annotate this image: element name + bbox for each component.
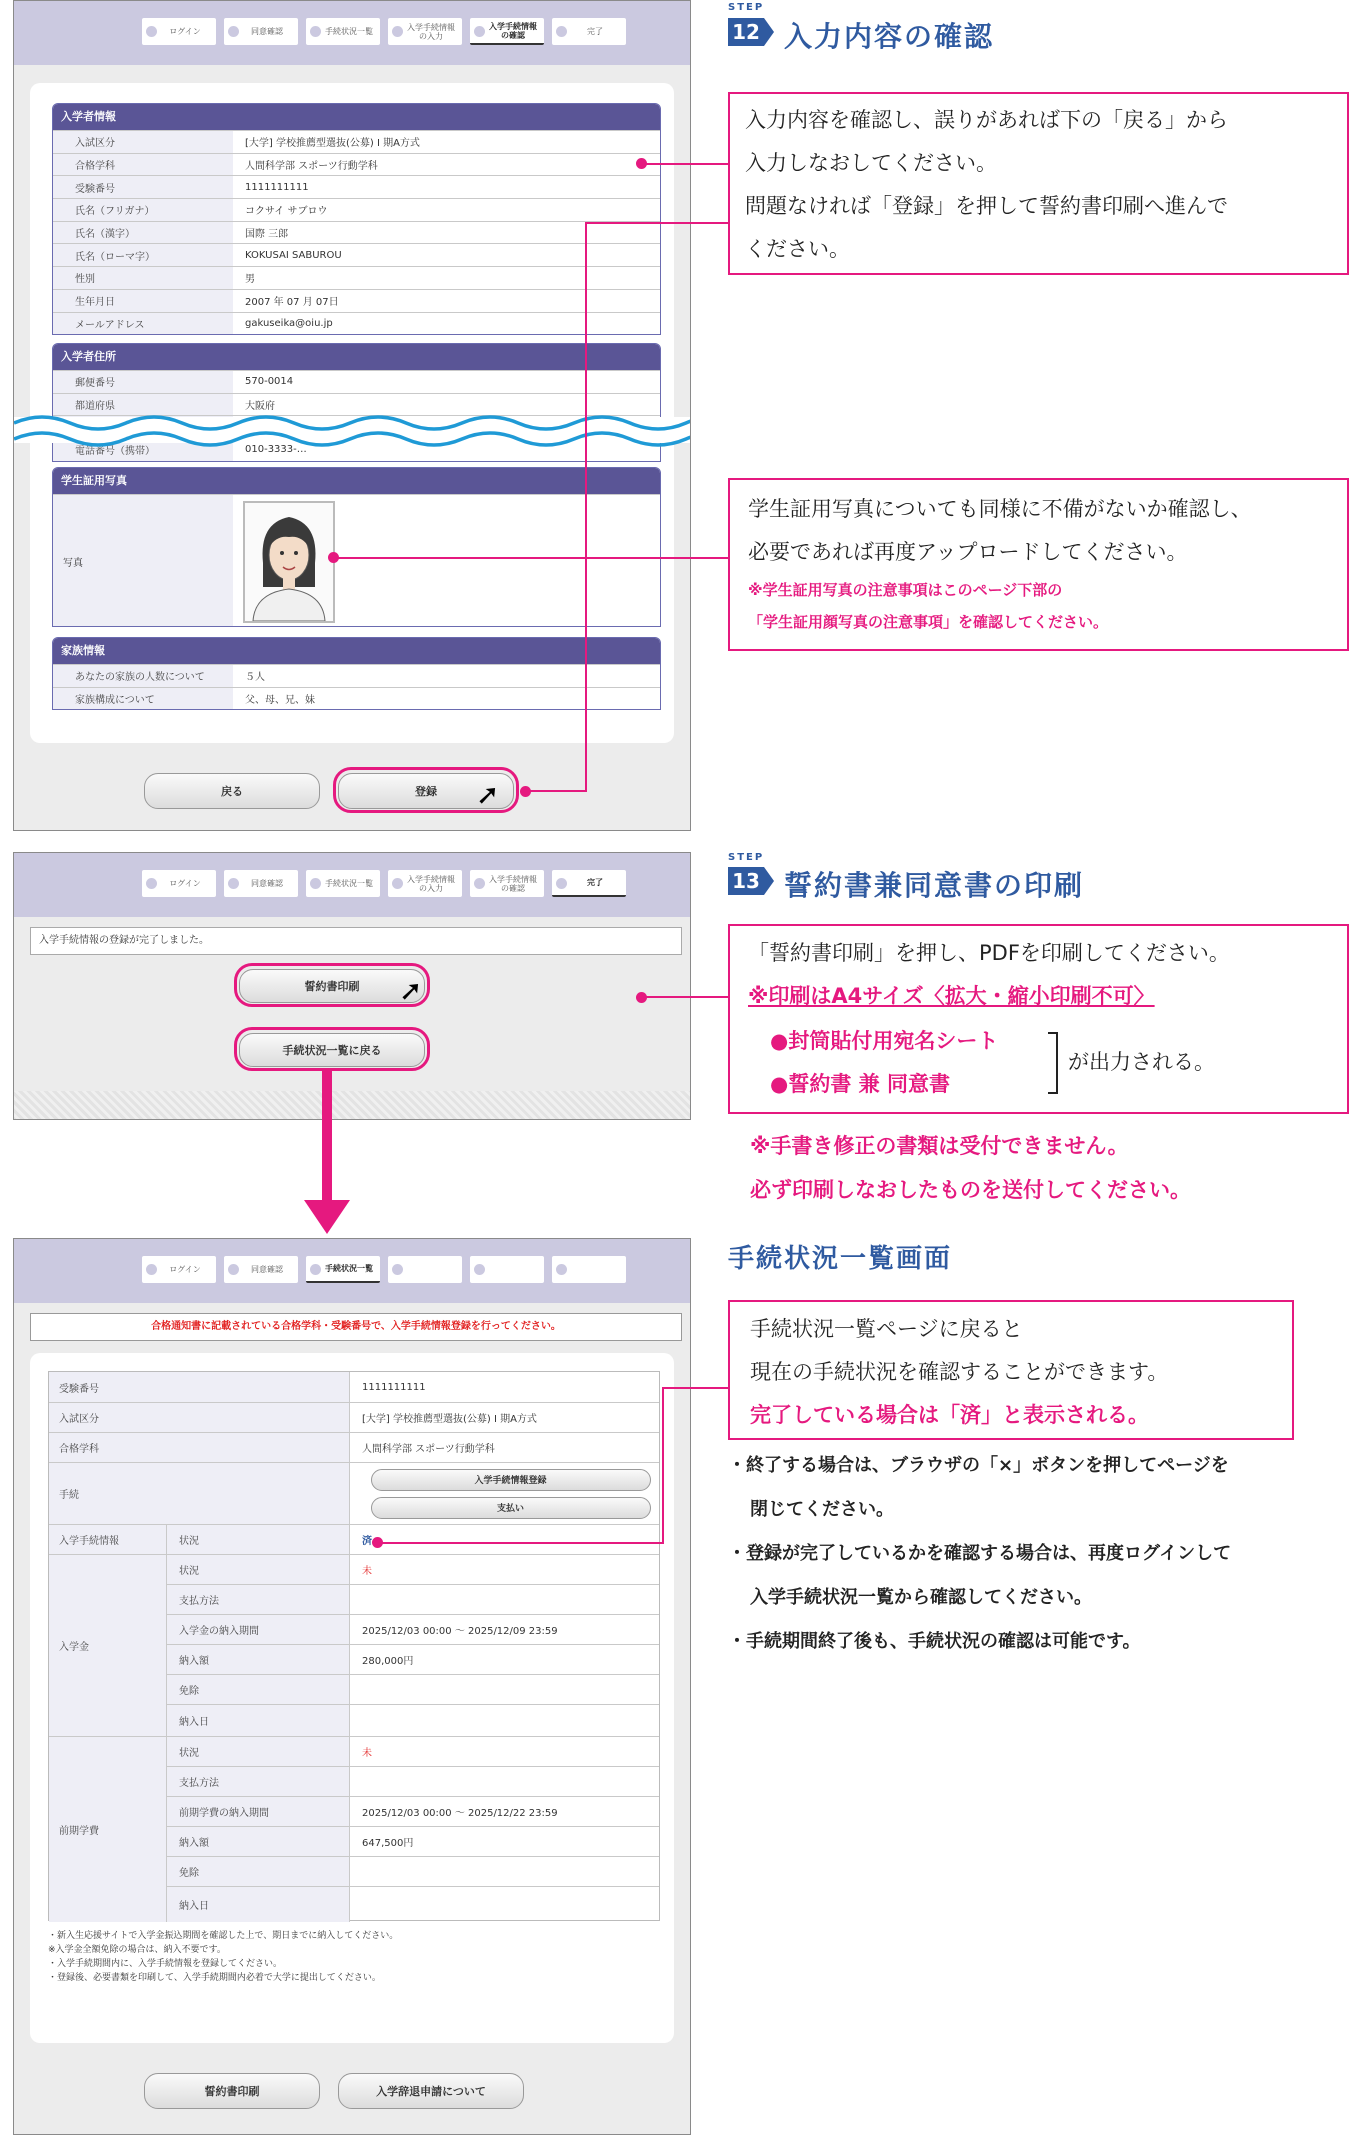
connector-line — [662, 1387, 728, 1389]
status-notes — [728, 1444, 1231, 1664]
info-label: 入学手続情報 — [49, 1525, 167, 1554]
fee-label: 入学金 — [49, 1555, 167, 1736]
footnote: ・登録後、必要書類を印刷して、入学手続期間内必着で大学に提出してください。 — [48, 1973, 381, 1983]
down-arrow — [322, 1070, 332, 1204]
alert-message: 合格通知書に記載されている合格学科・受験番号で、入学手続情報登録を行ってください。 — [30, 1313, 682, 1341]
step-list: 手続状況一覧 — [306, 870, 380, 897]
tuition-amount-label: 納入額 — [167, 1827, 350, 1856]
row-value: 010-3333-… — [245, 444, 307, 456]
row-value: コクサイ サブロウ — [245, 206, 328, 218]
row-label: 氏名（ローマ字） — [53, 244, 233, 266]
connector-line — [378, 1542, 664, 1544]
footnotes — [48, 1929, 398, 1985]
photo-note: 「学生証用顔写真の注意事項」を確認してください。 — [748, 613, 1109, 631]
note-line: 入学手続状況一覧から確認してください。 — [750, 1587, 1092, 1608]
row-label: 生年月日 — [53, 290, 233, 312]
note-line: ・手続期間終了後も、手続状況の確認は可能です。 — [728, 1631, 1141, 1652]
row-label: 合格学科 — [53, 154, 233, 176]
stripe-footer — [14, 1091, 690, 1120]
fee-period-label: 入学金の納入期間 — [167, 1615, 350, 1644]
table-row — [53, 370, 660, 393]
row-label: 性別 — [53, 267, 233, 289]
table-row — [53, 243, 660, 266]
back-list-highlight — [234, 1027, 430, 1071]
step-input: 入学手続情報の入力 — [388, 18, 462, 45]
cursor-icon: ➚ — [399, 974, 423, 1007]
row-label: あなたの家族の人数について — [53, 665, 233, 687]
state-label: 状況 — [167, 1525, 350, 1554]
step-login: ログイン — [142, 870, 216, 897]
step-label: STEP — [728, 2, 765, 13]
connector-line — [642, 996, 728, 998]
exam-no-label: 受験番号 — [49, 1372, 350, 1402]
photo-note: ※学生証用写真の注意事項はこのページ下部の — [748, 581, 1063, 599]
dept-value: 人間科学部 スポーツ行動学科 — [362, 1444, 495, 1455]
complete-screen — [13, 852, 691, 1120]
row-value: 国際 三郎 — [245, 229, 289, 241]
table-row — [53, 130, 660, 153]
tuition-exempt-label: 免除 — [167, 1857, 350, 1886]
instruction-line: 問題なければ「登録」を押して誓約書印刷へ進んで — [745, 194, 1228, 218]
portrait-image — [245, 503, 333, 621]
step-blank — [388, 1256, 462, 1283]
row-value: 父、母、兄、妹 — [245, 695, 315, 707]
fee-period: 2025/12/03 00:00 ～ 2025/12/09 23:59 — [362, 1626, 558, 1637]
proc-buttons — [350, 1463, 659, 1524]
section-header: 学生証用写真 — [53, 468, 660, 494]
step-list: 手続状況一覧 — [306, 1256, 380, 1283]
row-value: 大阪府 — [245, 401, 275, 413]
step-confirm: 入学手続情報の確認 — [470, 18, 544, 45]
instruction-line: 必要であれば再度アップロードしてください。 — [748, 540, 1188, 564]
row-label: 都道府県 — [53, 394, 233, 416]
tuition-label: 前期学費 — [49, 1737, 167, 1922]
step-title: 入力内容の確認 — [784, 20, 995, 53]
fee-exempt-label: 免除 — [167, 1675, 350, 1704]
connector-line — [662, 1387, 664, 1544]
category-label: 入試区分 — [49, 1403, 350, 1432]
output-item: ●封筒貼付用宛名シート — [770, 1029, 999, 1053]
photo-table — [52, 467, 661, 627]
warning-line: ※手書き修正の書類は受付できません。 — [750, 1134, 1129, 1158]
status-instruction-box — [728, 1300, 1294, 1440]
print-pledge-button[interactable]: 誓約書印刷 — [239, 969, 425, 1003]
row-value: gakuseika@oiu.jp — [245, 317, 333, 329]
row-label: 電話番号（携帯） — [53, 439, 233, 461]
family-table — [52, 637, 661, 710]
fee-state-label: 状況 — [167, 1555, 350, 1584]
note-line: 閉じてください。 — [750, 1499, 894, 1520]
fee-method-label: 支払方法 — [167, 1585, 350, 1614]
step-label: STEP — [728, 852, 765, 863]
back-to-list-button[interactable]: 手続状況一覧に戻る — [239, 1033, 425, 1067]
row-label: 受験番号 — [53, 176, 233, 198]
table-row — [53, 687, 660, 710]
step-number: 12 — [728, 18, 764, 46]
dept-label: 合格学科 — [49, 1433, 350, 1462]
tuition-period: 2025/12/03 00:00 ～ 2025/12/22 23:59 — [362, 1808, 558, 1819]
row-label: 入試区分 — [53, 131, 233, 153]
step-nav — [142, 870, 626, 897]
status-title: 手続状況一覧画面 — [728, 1244, 953, 1274]
tuition-period-label: 前期学費の納入期間 — [167, 1797, 350, 1826]
instruction-line: 「誓約書印刷」を押し、PDFを印刷してください。 — [748, 941, 1230, 965]
step-nav — [142, 18, 626, 45]
instruction-line: 入力しなおしてください。 — [745, 151, 997, 175]
step-blank — [552, 1256, 626, 1283]
instruction-box — [728, 92, 1349, 275]
step-nav — [142, 1256, 626, 1283]
step-login: ログイン — [142, 1256, 216, 1283]
step-agree: 同意確認 — [224, 1256, 298, 1283]
register-button[interactable]: 登録 — [338, 773, 514, 809]
withdraw-button[interactable]: 入学辞退申請について — [338, 2073, 524, 2109]
step-login: ログイン — [142, 18, 216, 45]
photo-instruction-box — [728, 478, 1349, 651]
step-confirm: 入学手続情報の確認 — [470, 870, 544, 897]
row-value: 1111111111 — [245, 181, 309, 193]
table-row — [53, 289, 660, 312]
connector-line — [526, 790, 586, 792]
instruction-line: 学生証用写真についても同様に不備がないか確認し、 — [748, 497, 1252, 521]
bracket-icon — [1048, 1032, 1058, 1094]
tuition-state-label: 状況 — [167, 1737, 350, 1766]
instruction-line: 手続状況一覧ページに戻ると — [750, 1317, 1023, 1341]
print-size-note: ※印刷はA4サイズ〈拡大・縮小印刷不可〉 — [748, 984, 1155, 1008]
row-label: メールアドレス — [53, 313, 233, 335]
table-row — [53, 266, 660, 289]
instruction-line: ください。 — [745, 237, 850, 261]
photo-label: 写真 — [53, 495, 233, 627]
tuition-method-label: 支払方法 — [167, 1767, 350, 1796]
step-agree: 同意確認 — [224, 18, 298, 45]
print-instruction-box — [728, 924, 1349, 1114]
fee-amount-label: 納入額 — [167, 1645, 350, 1674]
connector-line — [334, 557, 728, 559]
step-input: 入学手続情報の入力 — [388, 870, 462, 897]
complete-message: 入学手続情報の登録が完了しました。 — [30, 927, 682, 955]
step-agree: 同意確認 — [224, 870, 298, 897]
section-header: 入学者情報 — [53, 104, 660, 130]
instruction-line: 完了している場合は「済」と表示される。 — [750, 1403, 1149, 1427]
connector-line — [585, 222, 728, 224]
row-label: 家族構成について — [53, 688, 233, 710]
row-label: 郵便番号 — [53, 371, 233, 393]
instruction-line: 現在の手続状況を確認することができます。 — [750, 1360, 1169, 1384]
footnote: ・新入生応援サイトで入学金振込期間を確認した上で、期日までに納入してください。 — [48, 1931, 399, 1941]
footnote: ・入学手続期間内に、入学手続情報を登録してください。 — [48, 1959, 283, 1969]
footnote: ※入学金全額免除の場合は、納入不要です。 — [48, 1945, 226, 1955]
table-row — [53, 221, 660, 244]
section-header: 家族情報 — [53, 638, 660, 664]
step-list: 手続状況一覧 — [306, 18, 380, 45]
row-value: KOKUSAI SABUROU — [245, 249, 342, 261]
step-number: 13 — [728, 867, 764, 895]
step-blank — [470, 1256, 544, 1283]
row-label: 氏名（漢字） — [53, 222, 233, 244]
table-row — [53, 664, 660, 687]
category-value: [大学] 学校推薦型選抜(公募) I 期A方式 — [362, 1414, 537, 1425]
row-value: 570-0014 — [245, 376, 294, 388]
note-line: ・登録が完了しているかを確認する場合は、再度ログインして — [728, 1543, 1232, 1564]
fee-amount: 280,000円 — [362, 1656, 414, 1667]
info-state: 済 — [362, 1536, 372, 1547]
row-value: 2007 年 07 月 07日 — [245, 297, 339, 309]
connector-line — [585, 222, 587, 792]
register-info-button[interactable]: 入学手続情報登録 — [371, 1469, 651, 1491]
output-item: ●誓約書 兼 同意書 — [770, 1072, 950, 1096]
fee-state: 未 — [362, 1566, 372, 1577]
step-title: 誓約書兼同意書の印刷 — [784, 869, 1085, 902]
down-arrow-head — [304, 1200, 350, 1234]
table-row — [53, 175, 660, 198]
student-info-table — [52, 103, 661, 335]
row-label: 氏名（フリガナ） — [53, 199, 233, 221]
table-row — [53, 153, 660, 176]
student-photo — [243, 501, 335, 623]
table-row — [53, 198, 660, 221]
warning-line: 必ず印刷しなおしたものを送付してください。 — [750, 1178, 1191, 1202]
row-value: [大学] 学校推薦型選抜(公募) I 期A方式 — [245, 138, 420, 150]
proc-label: 手続 — [49, 1463, 350, 1524]
table-row — [53, 312, 660, 335]
fee-paid-label: 納入日 — [167, 1705, 350, 1736]
instruction-line: 入力内容を確認し、誤りがあれば下の「戻る」から — [745, 108, 1228, 132]
tuition-amount: 647,500円 — [362, 1838, 414, 1849]
confirm-screen — [13, 0, 691, 831]
cursor-icon: ➚ — [476, 778, 500, 811]
step-done: 完了 — [552, 18, 626, 45]
print-pledge-button[interactable]: 誓約書印刷 — [144, 2073, 320, 2109]
connector-line — [642, 163, 728, 165]
wave-break-icon — [14, 409, 691, 455]
status-screen — [13, 1238, 691, 2135]
row-value: 人間科学部 スポーツ行動学科 — [245, 161, 378, 173]
output-suffix: が出力される。 — [1068, 1050, 1215, 1074]
row-value: 男 — [245, 274, 255, 286]
note-line: ・終了する場合は、ブラウザの「×」ボタンを押してページを — [728, 1455, 1229, 1476]
status-table — [48, 1371, 660, 1921]
payment-button[interactable]: 支払い — [371, 1497, 651, 1519]
step-done: 完了 — [552, 870, 626, 897]
tuition-state: 未 — [362, 1748, 372, 1759]
tuition-paid-label: 納入日 — [167, 1887, 350, 1922]
back-button[interactable]: 戻る — [144, 773, 320, 809]
row-value: ５人 — [245, 672, 265, 684]
exam-no-value: 1111111111 — [362, 1381, 426, 1393]
section-header: 入学者住所 — [53, 344, 660, 370]
